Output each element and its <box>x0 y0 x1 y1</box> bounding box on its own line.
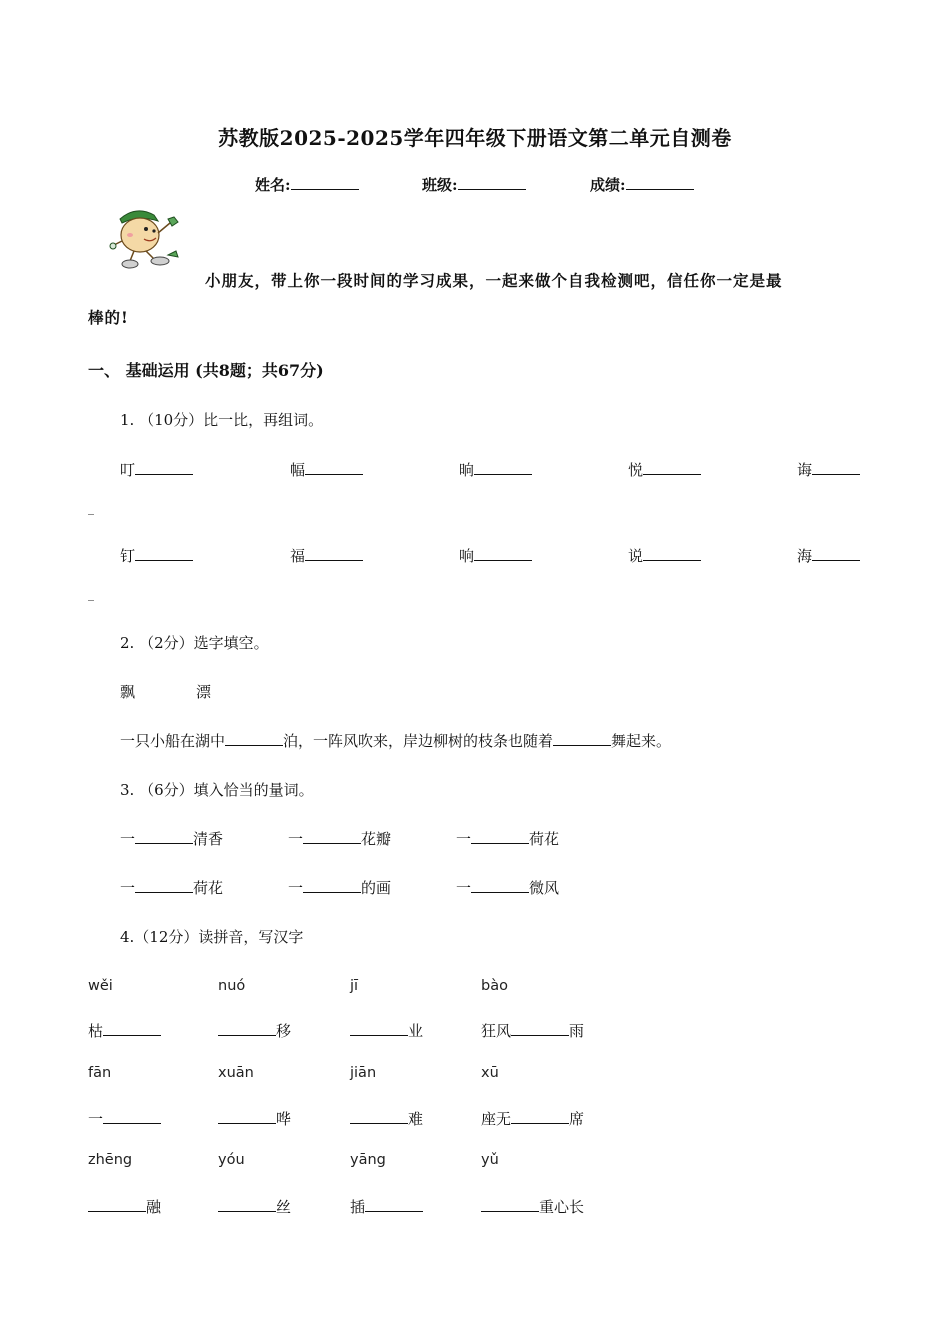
page-title: 苏教版2025-2025学年四年级下册语文第二单元自测卷 <box>218 126 732 150</box>
question-1-label: 1. （10分）比一比，再组词。 <box>120 411 324 429</box>
pinyin: wěi <box>88 978 113 994</box>
question-3-label: 3. （6分）填入恰当的量词。 <box>120 781 314 799</box>
score-field[interactable] <box>590 174 694 195</box>
fill-blank[interactable] <box>553 731 611 746</box>
pinyin: xū <box>481 1065 499 1081</box>
question-2-label: 2. （2分）选字填空。 <box>120 634 269 652</box>
compare-item[interactable]: 叮 <box>120 459 193 480</box>
compare-item[interactable]: 悦 <box>628 459 701 480</box>
mascot-illustration <box>108 205 188 271</box>
word-item[interactable]: 枯 <box>88 1020 161 1041</box>
section-heading: 一、 基础运用 (共8题；共67分) <box>88 361 324 380</box>
word-item[interactable]: 融 <box>88 1196 161 1217</box>
fill-blank[interactable] <box>225 731 283 746</box>
word-item[interactable]: 移 <box>218 1020 291 1041</box>
word-item[interactable]: 一 <box>88 1108 161 1129</box>
word-item[interactable]: 狂风 雨 <box>481 1022 585 1040</box>
score-blank[interactable] <box>626 175 694 190</box>
name-field[interactable] <box>255 174 359 195</box>
name-label: 姓名: <box>255 176 291 194</box>
pinyin: fān <box>88 1065 112 1081</box>
intro-line-1: 小朋友，带上你一段时间的学习成果，一起来做个自我检测吧，信任你一定是最 <box>205 271 783 290</box>
class-field[interactable] <box>422 174 526 195</box>
compare-item[interactable]: 诲 <box>797 459 860 480</box>
pinyin: xuān <box>218 1065 254 1081</box>
class-label: 班级: <box>422 176 458 194</box>
pinyin: yāng <box>350 1152 386 1168</box>
score-label: 成绩: <box>590 176 626 194</box>
wrap-underscore: _ <box>88 501 94 515</box>
pinyin: nuó <box>218 978 246 994</box>
question-4-label: 4.（12分）读拼音，写汉字 <box>120 928 304 946</box>
choice-char: 飘 <box>120 683 136 701</box>
question-2-sentence: 一只小船在湖中 泊，一阵风吹来，岸边柳树的枝条也随着 舞起来。 <box>120 732 672 750</box>
compare-item[interactable]: 幅 <box>290 459 363 480</box>
word-item[interactable]: 难 <box>350 1108 423 1129</box>
measure-item[interactable]: 一 荷花 <box>120 879 224 897</box>
compare-item[interactable]: 响 <box>459 545 532 566</box>
pinyin: jiān <box>350 1065 377 1081</box>
class-blank[interactable] <box>458 175 526 190</box>
choice-char: 漂 <box>196 683 212 701</box>
intro-line-2: 棒的! <box>88 308 129 327</box>
pinyin: jī <box>350 978 359 994</box>
measure-item[interactable]: 一 微风 <box>456 879 560 897</box>
word-item[interactable]: 重心长 <box>481 1196 584 1217</box>
word-item[interactable]: 哗 <box>218 1108 291 1129</box>
compare-item[interactable]: 晌 <box>459 459 532 480</box>
compare-item[interactable]: 钉 <box>120 545 193 566</box>
pinyin: yǔ <box>481 1152 499 1168</box>
word-item[interactable]: 座无 席 <box>481 1110 585 1128</box>
compare-item[interactable]: 海 <box>797 545 860 566</box>
compare-item[interactable]: 福 <box>290 545 363 566</box>
name-blank[interactable] <box>291 175 359 190</box>
measure-item[interactable]: 一 荷花 <box>456 830 560 848</box>
word-item[interactable]: 插 <box>350 1196 423 1217</box>
pinyin: bào <box>481 978 508 994</box>
measure-item[interactable]: 一 花瓣 <box>288 830 392 848</box>
word-item[interactable]: 业 <box>350 1020 423 1041</box>
pinyin: zhēng <box>88 1152 133 1168</box>
pinyin: yóu <box>218 1152 245 1168</box>
measure-item[interactable]: 一 的画 <box>288 879 392 897</box>
measure-item[interactable]: 一 清香 <box>120 830 224 848</box>
compare-item[interactable]: 说 <box>628 545 701 566</box>
wrap-underscore: _ <box>88 587 94 601</box>
word-item[interactable]: 丝 <box>218 1196 291 1217</box>
